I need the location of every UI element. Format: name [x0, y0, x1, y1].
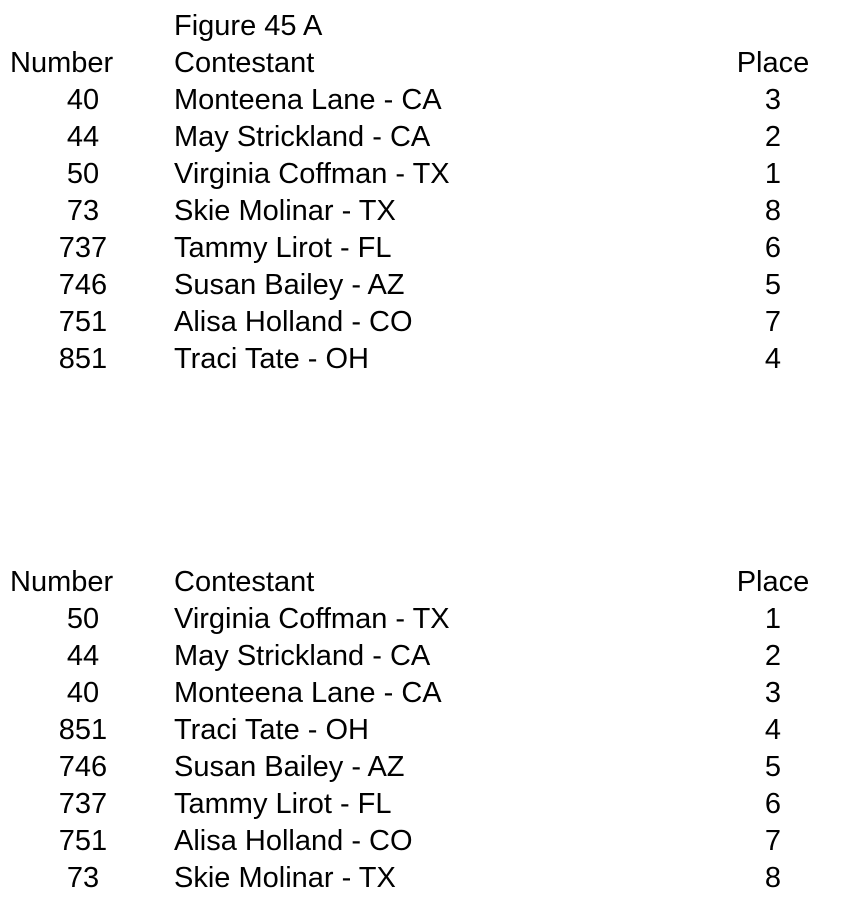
cell-contestant: Monteena Lane - CA	[174, 677, 442, 709]
cell-place: 3	[764, 84, 782, 116]
cell-place: 5	[764, 269, 782, 301]
cell-number: 746	[58, 751, 108, 783]
cell-number: 44	[66, 640, 100, 672]
header-number: Number	[10, 47, 114, 79]
table-row	[0, 267, 861, 304]
cell-number: 737	[58, 788, 108, 820]
table-row	[0, 860, 861, 897]
cell-contestant: Tammy Lirot - FL	[174, 232, 392, 264]
cell-number: 851	[58, 714, 108, 746]
cell-contestant: Traci Tate - OH	[174, 343, 369, 375]
cell-place: 1	[764, 603, 782, 635]
header-number: Number	[10, 566, 114, 598]
cell-place: 4	[764, 343, 782, 375]
cell-contestant: Skie Molinar - TX	[174, 195, 396, 227]
table-header	[0, 45, 861, 82]
contestant-table-by-place	[0, 564, 861, 897]
cell-place: 4	[764, 714, 782, 746]
cell-number: 746	[58, 269, 108, 301]
cell-contestant: Susan Bailey - AZ	[174, 269, 405, 301]
cell-place: 6	[764, 232, 782, 264]
cell-place: 2	[764, 121, 782, 153]
table-row	[0, 82, 861, 119]
cell-contestant: May Strickland - CA	[174, 121, 431, 153]
cell-number: 73	[66, 195, 100, 227]
header-contestant: Contestant	[174, 566, 315, 598]
cell-number: 851	[58, 343, 108, 375]
cell-contestant: Virginia Coffman - TX	[174, 603, 450, 635]
cell-contestant: Skie Molinar - TX	[174, 862, 396, 894]
contestant-table-by-number	[0, 45, 861, 378]
cell-number: 50	[66, 158, 100, 190]
table-row	[0, 823, 861, 860]
cell-contestant: May Strickland - CA	[174, 640, 431, 672]
header-place: Place	[736, 47, 810, 79]
cell-contestant: Virginia Coffman - TX	[174, 158, 450, 190]
cell-contestant: Alisa Holland - CO	[174, 306, 413, 338]
table-row	[0, 230, 861, 267]
header-contestant: Contestant	[174, 47, 315, 79]
cell-number: 73	[66, 862, 100, 894]
cell-number: 40	[66, 84, 100, 116]
cell-contestant: Susan Bailey - AZ	[174, 751, 405, 783]
figure-title: Figure 45 A	[174, 10, 323, 42]
table-row	[0, 156, 861, 193]
cell-place: 2	[764, 640, 782, 672]
cell-place: 8	[764, 195, 782, 227]
cell-contestant: Monteena Lane - CA	[174, 84, 442, 116]
cell-contestant: Alisa Holland - CO	[174, 825, 413, 857]
table-row	[0, 601, 861, 638]
cell-place: 8	[764, 862, 782, 894]
cell-number: 44	[66, 121, 100, 153]
table-row	[0, 304, 861, 341]
header-place: Place	[736, 566, 810, 598]
table-row	[0, 749, 861, 786]
cell-number: 50	[66, 603, 100, 635]
table-header	[0, 564, 861, 601]
cell-number: 40	[66, 677, 100, 709]
table-row	[0, 786, 861, 823]
cell-place: 7	[764, 825, 782, 857]
cell-place: 1	[764, 158, 782, 190]
cell-number: 737	[58, 232, 108, 264]
cell-place: 5	[764, 751, 782, 783]
cell-number: 751	[58, 306, 108, 338]
table-row	[0, 193, 861, 230]
table-row	[0, 341, 861, 378]
cell-place: 6	[764, 788, 782, 820]
table-row	[0, 638, 861, 675]
cell-contestant: Tammy Lirot - FL	[174, 788, 392, 820]
cell-place: 3	[764, 677, 782, 709]
cell-contestant: Traci Tate - OH	[174, 714, 369, 746]
table-row	[0, 119, 861, 156]
cell-number: 751	[58, 825, 108, 857]
table-row	[0, 712, 861, 749]
table-row	[0, 675, 861, 712]
cell-place: 7	[764, 306, 782, 338]
